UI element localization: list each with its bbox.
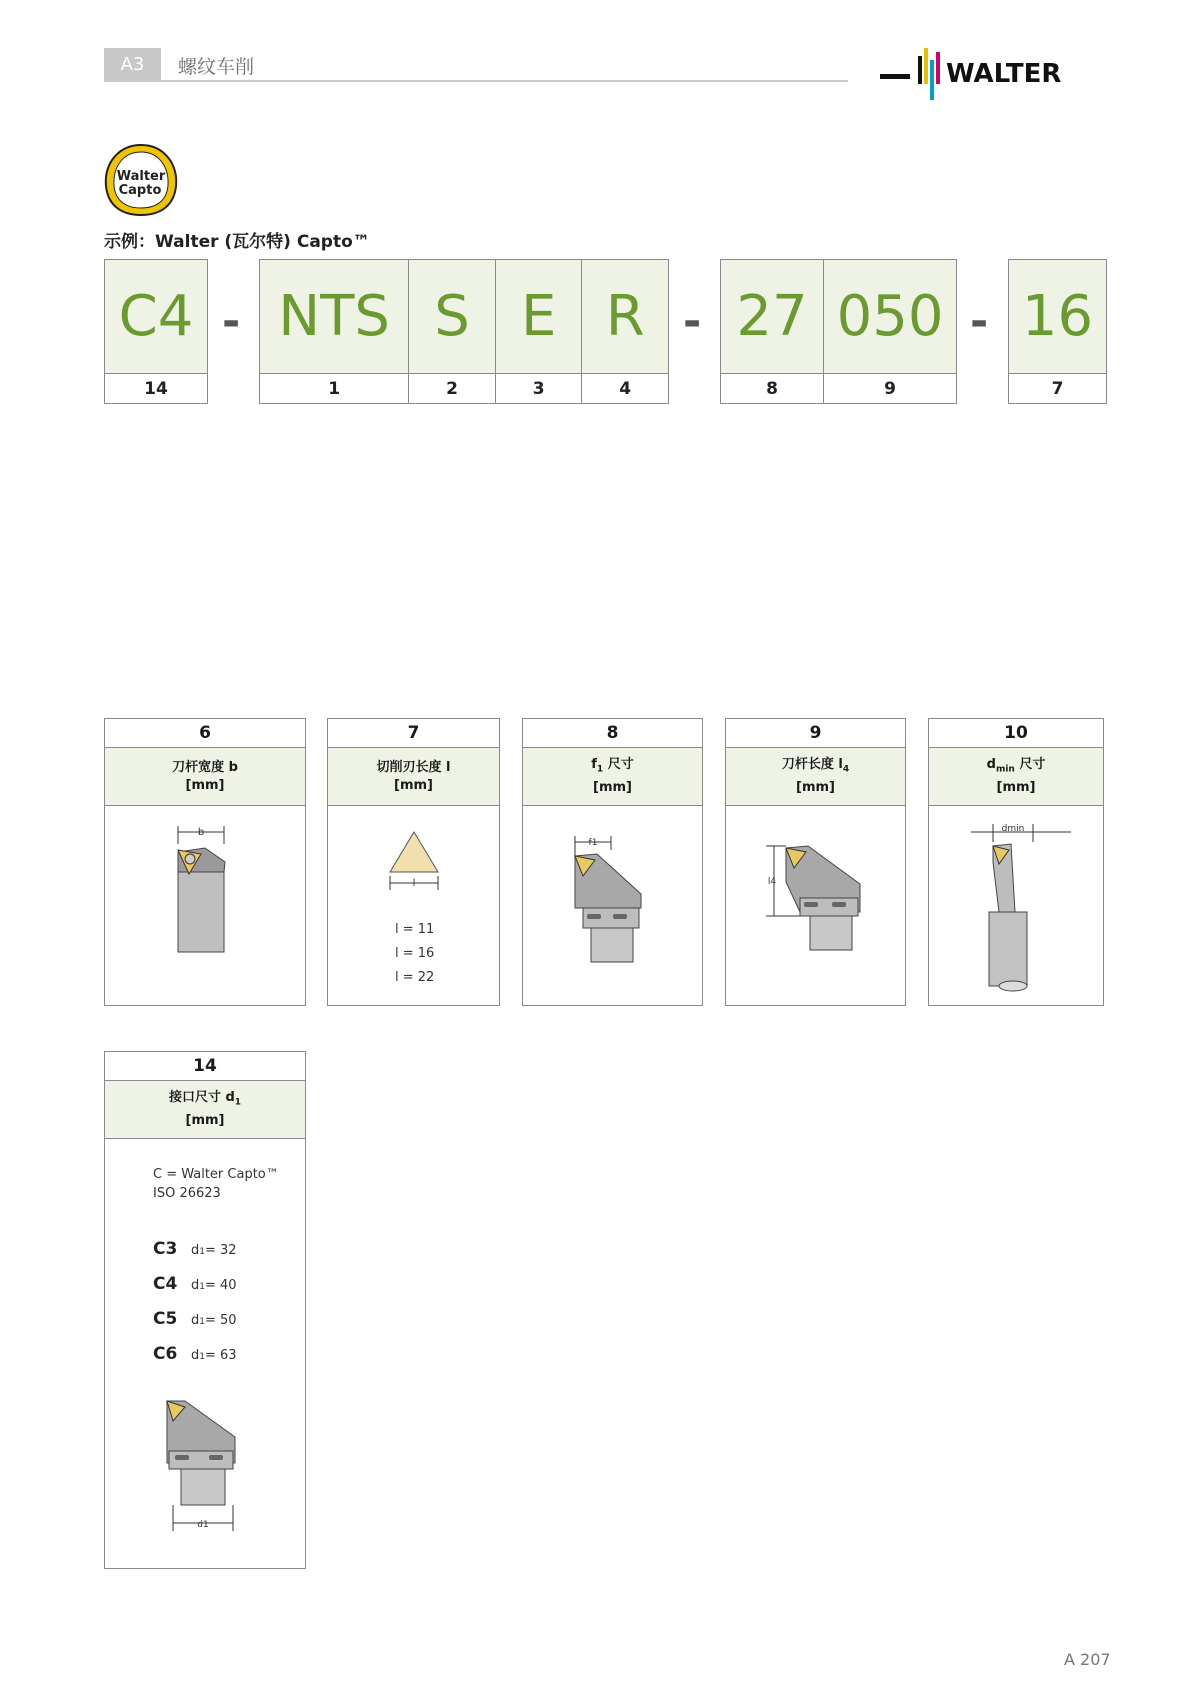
code-segment — [496, 260, 583, 403]
svg-text:Capto: Capto — [118, 183, 162, 198]
example-label: 示例：Walter (瓦尔特) Capto™ — [104, 232, 370, 252]
key-card-14 — [104, 1051, 306, 1569]
dmin-dimension-drawing — [971, 822, 1071, 992]
code-segment — [721, 260, 824, 403]
card-key-number: 10 — [929, 719, 1103, 748]
segment-key-number: 3 — [532, 378, 545, 399]
card-key-number: 8 — [523, 719, 702, 748]
segment-code: NTS — [260, 260, 408, 374]
card-header — [726, 748, 905, 806]
code-group-holder — [259, 259, 669, 404]
card-illustration — [328, 806, 499, 1004]
section-title: 螺纹车削 — [178, 56, 255, 78]
segment-key-number: 1 — [328, 378, 341, 399]
walter-logo — [880, 44, 1110, 104]
card-header — [105, 1081, 305, 1139]
code-group-dimensions — [720, 259, 957, 404]
card-unit: [mm] — [996, 779, 1036, 795]
key-card-7 — [327, 718, 500, 1006]
card-illustration — [929, 806, 1103, 1004]
f1-dimension-drawing — [571, 836, 661, 966]
svg-text:l: l — [412, 878, 416, 889]
card-key-number: 6 — [105, 719, 305, 748]
code-group-interface — [104, 259, 208, 404]
segment-code: C4 — [105, 260, 207, 374]
capto-description: C = Walter Capto™ ISO 26623 — [153, 1167, 279, 1201]
card-content — [105, 1139, 305, 1567]
code-segment — [409, 260, 496, 403]
card-unit: [mm] — [593, 779, 632, 795]
code-segment — [1009, 260, 1106, 403]
separator-dash: - — [222, 296, 241, 347]
card-key-number: 7 — [328, 719, 499, 748]
svg-text:l4: l4 — [767, 877, 777, 887]
segment-code: 27 — [721, 260, 823, 374]
interface-size-row: C6 d 1 = 63 — [153, 1344, 237, 1364]
code-segment — [260, 260, 409, 403]
segment-key-number: 14 — [144, 378, 168, 399]
walter-capto-badge — [102, 142, 180, 218]
card-title: 刀杆长度 $l_4$ — [781, 757, 850, 775]
segment-key-number: 9 — [884, 378, 896, 399]
card-header — [523, 748, 702, 806]
segment-code: R — [582, 260, 668, 374]
key-card-6 — [104, 718, 306, 1006]
card-key-number: 14 — [105, 1052, 305, 1081]
svg-text:f1: f1 — [588, 838, 598, 848]
card-title: $d_{min}$ 尺寸 — [986, 757, 1046, 775]
code-group-insert-size — [1008, 259, 1107, 404]
segment-code: 050 — [824, 260, 956, 374]
key-card-8 — [522, 718, 703, 1006]
card-unit: [mm] — [185, 777, 225, 793]
l4-dimension-drawing — [764, 842, 874, 962]
length-value: l = 11 — [395, 922, 435, 937]
segment-code: E — [496, 260, 582, 374]
segment-key-number: 4 — [619, 378, 632, 399]
shank-width-drawing — [175, 824, 245, 964]
code-segment — [582, 260, 668, 403]
card-title: 接口尺寸 $d_1$ — [168, 1090, 242, 1108]
svg-text:b: b — [197, 827, 205, 838]
key-card-10 — [928, 718, 1104, 1006]
code-segment — [824, 260, 956, 403]
section-tag: A3 — [104, 48, 161, 81]
card-illustration — [523, 806, 702, 1004]
interface-size-row: C4 d 1 = 40 — [153, 1274, 237, 1294]
interface-size-row: C5 d 1 = 50 — [153, 1309, 237, 1329]
svg-text:Walter: Walter — [116, 169, 166, 184]
card-header — [105, 748, 305, 806]
card-header — [929, 748, 1103, 806]
code-segment — [105, 260, 207, 403]
segment-key-number: 2 — [446, 378, 458, 399]
card-title: $f_1$ 尺寸 — [591, 757, 634, 775]
page-number: A 207 — [1064, 1650, 1111, 1669]
card-key-number: 9 — [726, 719, 905, 748]
segment-key-number: 7 — [1051, 378, 1064, 399]
header-rule — [104, 80, 848, 82]
length-value: l = 16 — [395, 946, 435, 961]
card-illustration — [726, 806, 905, 1004]
card-unit: [mm] — [185, 1112, 225, 1128]
card-header — [328, 748, 499, 806]
triangle-insert-drawing — [386, 828, 442, 892]
card-unit: [mm] — [796, 779, 835, 795]
svg-text:WALTER: WALTER — [946, 59, 1062, 89]
interface-size-row: C3 d 1 = 32 — [153, 1239, 237, 1259]
card-title: 切削刃长度 l — [376, 759, 451, 775]
d1-dimension-drawing — [163, 1397, 253, 1537]
segment-key-number: 8 — [766, 378, 778, 399]
segment-code: 16 — [1009, 260, 1106, 374]
separator-dash: - — [683, 296, 702, 347]
key-card-9 — [725, 718, 906, 1006]
separator-dash: - — [970, 296, 989, 347]
card-illustration — [105, 806, 305, 1004]
svg-text:dmin: dmin — [1001, 824, 1025, 834]
length-value: l = 22 — [395, 970, 435, 985]
svg-text:d1: d1 — [197, 1520, 209, 1530]
card-title: 刀杆宽度 b — [172, 759, 238, 775]
card-unit: [mm] — [394, 777, 433, 793]
segment-code: S — [409, 260, 495, 374]
